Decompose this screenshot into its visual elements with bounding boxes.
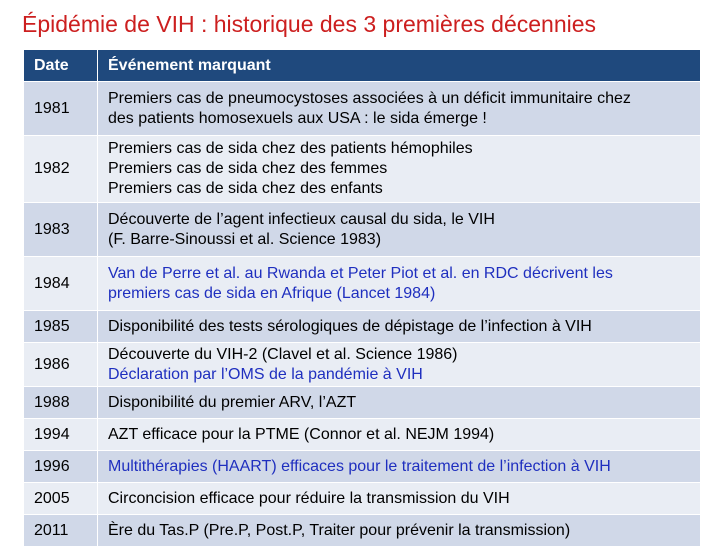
row-event [98,451,701,483]
table-header-row [24,50,701,82]
history-table [23,49,701,547]
row-date: 1996 [24,451,98,483]
row-event [98,343,701,387]
table-row [24,82,701,136]
table-row [24,136,701,203]
event-line: Circoncision efficace pour réduire la transmission du VIH [108,489,510,507]
row-date: 2005 [24,483,98,515]
table-row [24,483,701,515]
row-event [98,203,701,257]
row-date: 2011 [24,515,98,547]
event-line: (F. Barre-Sinoussi et al. Science 1983) [108,230,382,248]
event-line: Ère du Tas.P (Pre.P, Post.P, Traiter pour prévenir la transmission) [108,521,571,539]
row-date: 1994 [24,419,98,451]
event-line: des patients homosexuels aux USA : le sida émerge ! [108,109,487,127]
row-date: 1985 [24,311,98,343]
header-date: Date [24,50,98,82]
row-date: 1984 [24,257,98,311]
event-line: AZT efficace pour la PTME (Connor et al. NEJM 1994) [108,425,495,443]
row-event [98,82,701,136]
row-event [98,515,701,547]
row-event [98,311,701,343]
event-line: Multithérapies (HAART) efficaces pour le traitement de l’infection à VIH [108,457,611,475]
event-line: Déclaration par l’OMS de la pandémie à VIH [108,365,423,383]
table-row [24,451,701,483]
table-row [24,419,701,451]
event-line: premiers cas de sida en Afrique (Lancet 1984) [108,284,436,302]
event-line: Découverte de l’agent infectieux causal du sida, le VIH [108,210,495,228]
row-date: 1982 [24,136,98,203]
event-line: Découverte du VIH-2 (Clavel et al. Science 1986) [108,345,458,363]
event-line: Premiers cas de sida chez des femmes [108,160,388,177]
table-row [24,311,701,343]
event-line: Van de Perre et al. au Rwanda et Peter Piot et al. en RDC décrivent les [108,264,613,282]
row-date: 1983 [24,203,98,257]
row-date: 1988 [24,387,98,419]
event-line: Premiers cas de pneumocystoses associées à un déficit immunitaire chez [108,89,631,107]
row-event [98,419,701,451]
header-event: Événement marquant [98,50,701,82]
event-line: Disponibilité des tests sérologiques de dépistage de l’infection à VIH [108,317,592,335]
event-line: Premiers cas de sida chez des enfants [108,180,383,197]
row-event [98,136,701,203]
row-event [98,257,701,311]
row-event [98,483,701,515]
table-row [24,257,701,311]
event-line: Premiers cas de sida chez des patients hémophiles [108,140,473,157]
table-body [24,82,701,547]
row-date: 1986 [24,343,98,387]
page-title: Épidémie de VIH : historique des 3 premières décennies [22,11,597,37]
table-row [24,343,701,387]
table-row [24,203,701,257]
row-event [98,387,701,419]
table-row [24,515,701,547]
table-row [24,387,701,419]
event-line: Disponibilité du premier ARV, l’AZT [108,393,357,411]
row-date: 1981 [24,82,98,136]
